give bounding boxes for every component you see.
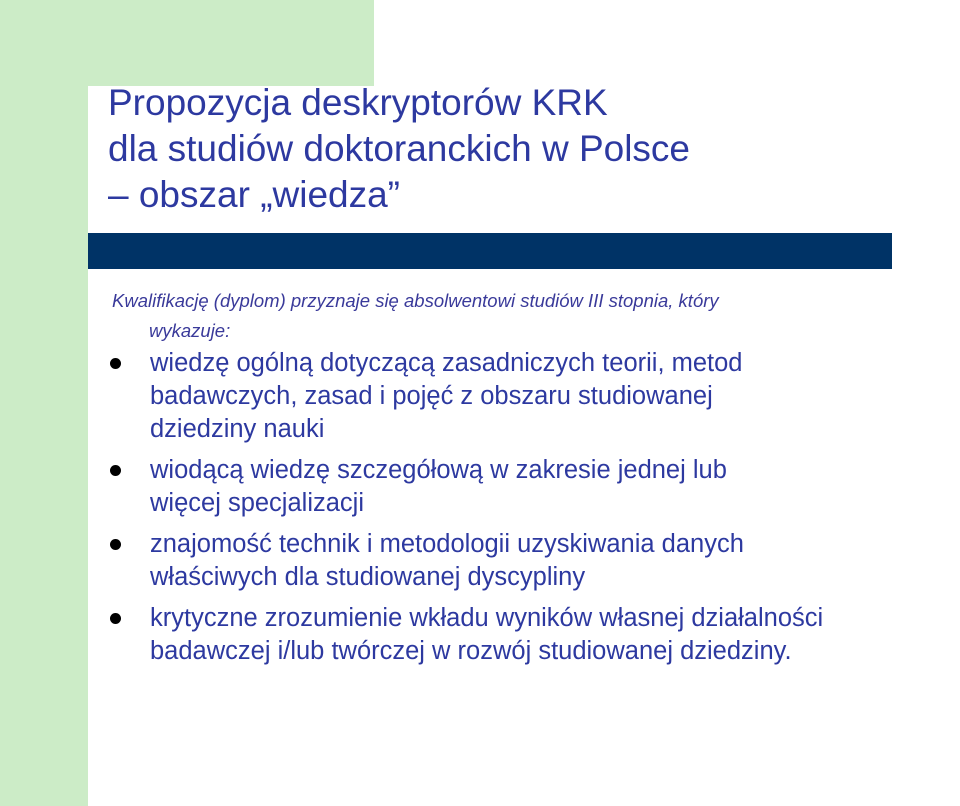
bullet-dot-icon (110, 539, 121, 550)
list-item (0, 602, 960, 668)
list-item-line: badawczej i/lub twórczej w rozwój studiowanej dziedziny. (150, 637, 792, 665)
list-item (0, 528, 960, 594)
list-item-line: wiodącą wiedzę szczegółową w zakresie jednej lub (150, 456, 727, 484)
list-item (0, 454, 960, 520)
intro-text (112, 286, 932, 346)
title-line-3: – obszar „wiedza” (108, 174, 401, 215)
descriptor-list (0, 347, 960, 676)
list-item-line: krytyczne zrozumienie wkładu wyników własnej działalności (150, 604, 824, 632)
list-item-line: więcej specjalizacji (150, 489, 364, 517)
title-line-1: Propozycja deskryptorów KRK (108, 82, 608, 123)
bullet-dot-icon (110, 358, 121, 369)
list-item (0, 347, 960, 446)
list-item-line: właściwych dla studiowanej dyscypliny (150, 563, 586, 591)
intro-line-1: Kwalifikację (dyplom) przyznaje się absolwentowi studiów III stopnia, który (112, 290, 719, 311)
title-line-2: dla studiów doktoranckich w Polsce (108, 128, 691, 169)
list-item-line: znajomość technik i metodologii uzyskiwania danych (150, 530, 744, 558)
list-item-line: badawczych, zasad i pojęć z obszaru studiowanej (150, 382, 713, 410)
list-item-line: wiedzę ogólną dotyczącą zasadniczych teorii, metod (150, 349, 743, 377)
bullet-dot-icon (110, 465, 121, 476)
slide-title (108, 80, 690, 218)
title-divider-bar (88, 233, 892, 269)
bullet-dot-icon (110, 613, 121, 624)
intro-line-2: wykazuje: (149, 320, 231, 341)
list-item-line: dziedziny nauki (150, 415, 325, 443)
